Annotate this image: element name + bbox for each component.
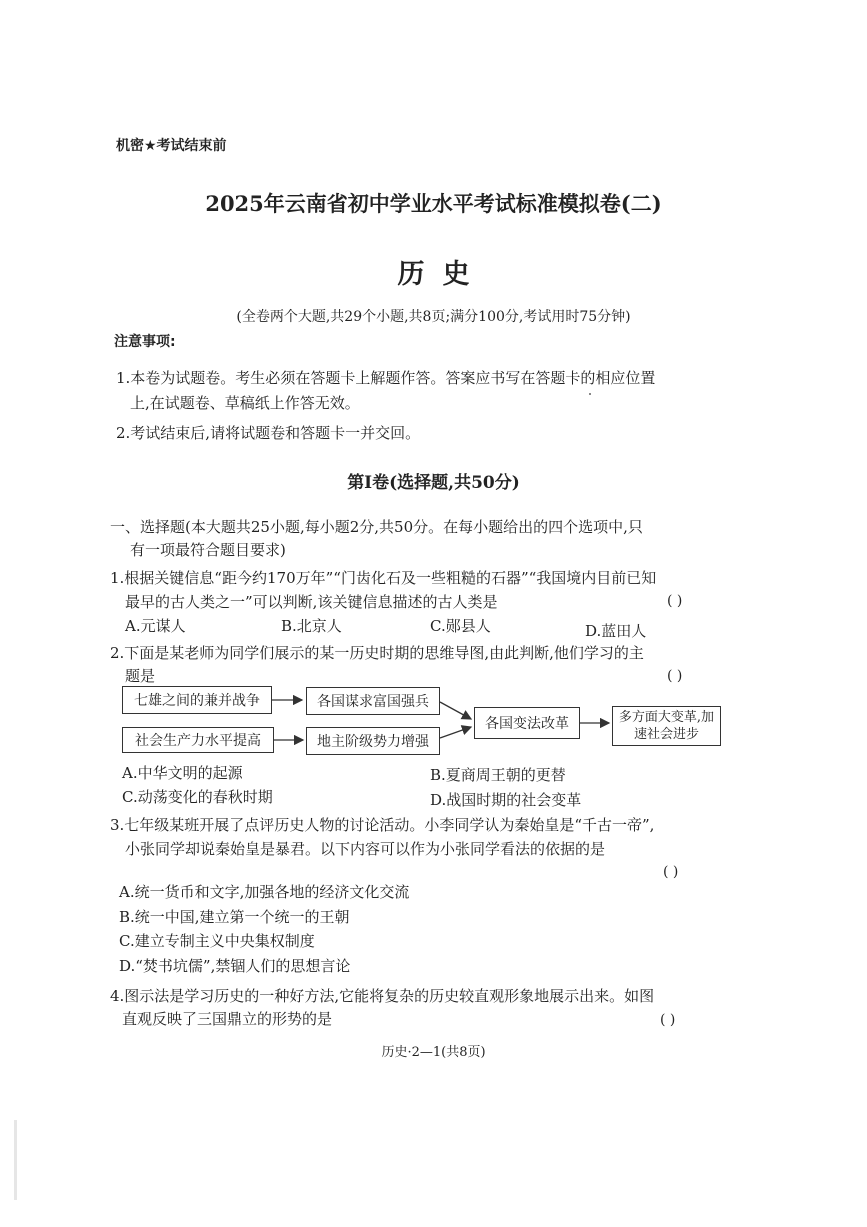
scan-edge-mark <box>14 1120 17 1200</box>
section-title: 第Ⅰ卷(选择题,共50分) <box>347 473 520 493</box>
q2-stem-line-1: 2.下面是某老师为同学们展示的某一历史时期的思维导图,由此判断,他们学习的主 <box>110 644 644 662</box>
q4-stem-line-2: 直观反映了三国鼎立的形势的是 <box>122 1010 333 1028</box>
section-instructions-line-1: 一、选择题(本大题共25小题,每小题2分,共50分。在每小题给出的四个选项中,只 <box>110 518 643 536</box>
q1-option-c: C.郧县人 <box>430 617 491 635</box>
note-1-line-1: 1.本卷为试题卷。考生必须在答题卡上解题作答。答案应书写在答题卡的相应位置 <box>116 369 656 387</box>
q3-option-b: B.统一中国,建立第一个统一的王朝 <box>119 908 350 926</box>
exam-info: (全卷两个大题,共29个小题,共8页;满分100分,考试用时75分钟) <box>236 309 631 325</box>
mind-map-box-6: 多方面大变革,加速社会进步 <box>612 706 721 746</box>
note-2: 2.考试结束后,请将试题卷和答题卡一并交回。 <box>116 424 421 442</box>
q3-option-a: A.统一货币和文字,加强各地的经济文化交流 <box>119 883 410 901</box>
q1-option-b: B.北京人 <box>281 617 342 635</box>
q3-option-c: C.建立专制主义中央集权制度 <box>119 932 315 950</box>
q2-stem-line-2: 题是 <box>125 667 156 685</box>
q1-stem-line-1: 1.根据关键信息“距今约170万年”“门齿化石及一些粗糙的石器”“我国境内目前已知 <box>110 569 657 587</box>
mind-map-box-4: 地主阶级势力增强 <box>306 727 440 755</box>
q1-option-d: D.蓝田人 <box>585 622 647 640</box>
notes-title: 注意事项: <box>114 334 176 350</box>
mind-map-box-5: 各国变法改革 <box>474 707 580 739</box>
arrow-4 <box>440 727 471 738</box>
q2-option-a: A.中华文明的起源 <box>122 764 243 782</box>
q3-answer-paren: ( ) <box>663 864 679 880</box>
q2-answer-paren: ( ) <box>667 668 683 684</box>
q1-answer-paren: ( ) <box>667 593 683 609</box>
q2-option-d: D.战国时期的社会变革 <box>430 791 582 809</box>
q4-stem-line-1: 4.图示法是学习历史的一种好方法,它能将复杂的历史较直观形象地展示出来。如图 <box>110 987 655 1005</box>
note-1-line-2: 上,在试题卷、草稿纸上作答无效。 <box>130 394 360 412</box>
mind-map-box-3: 社会生产力水平提高 <box>122 727 274 753</box>
subject-title: 历史 <box>397 259 488 290</box>
q3-stem-line-1: 3.七年级某班开展了点评历史人物的讨论活动。小李同学认为秦始皇是“千古一帝”, <box>110 816 655 834</box>
q3-option-d: D.“焚书坑儒”,禁锢人们的思想言论 <box>119 957 351 975</box>
section-instructions-line-2: 有一项最符合题目要求) <box>130 541 286 559</box>
q1-stem-line-2: 最早的古人类之一”可以判断,该关键信息描述的古人类是 <box>125 593 498 611</box>
q1-option-a: A.元谋人 <box>125 617 186 635</box>
mind-map-box-1: 七雄之间的兼并战争 <box>122 686 272 714</box>
confidential-label: 机密★考试结束前 <box>116 138 227 154</box>
q2-option-c: C.动荡变化的春秋时期 <box>122 788 273 806</box>
q3-stem-line-2: 小张同学却说秦始皇是暴君。以下内容可以作为小张同学看法的依据的是 <box>125 840 606 858</box>
exam-title: 2025年云南省初中学业水平考试标准模拟卷(二) <box>205 191 662 216</box>
q2-option-b: B.夏商周王朝的更替 <box>430 766 566 784</box>
mind-map-box-2: 各国谋求富国强兵 <box>306 687 440 715</box>
arrow-3 <box>440 702 471 719</box>
page-footer: 历史·2—1(共8页) <box>381 1045 486 1060</box>
q4-answer-paren: ( ) <box>660 1012 676 1028</box>
